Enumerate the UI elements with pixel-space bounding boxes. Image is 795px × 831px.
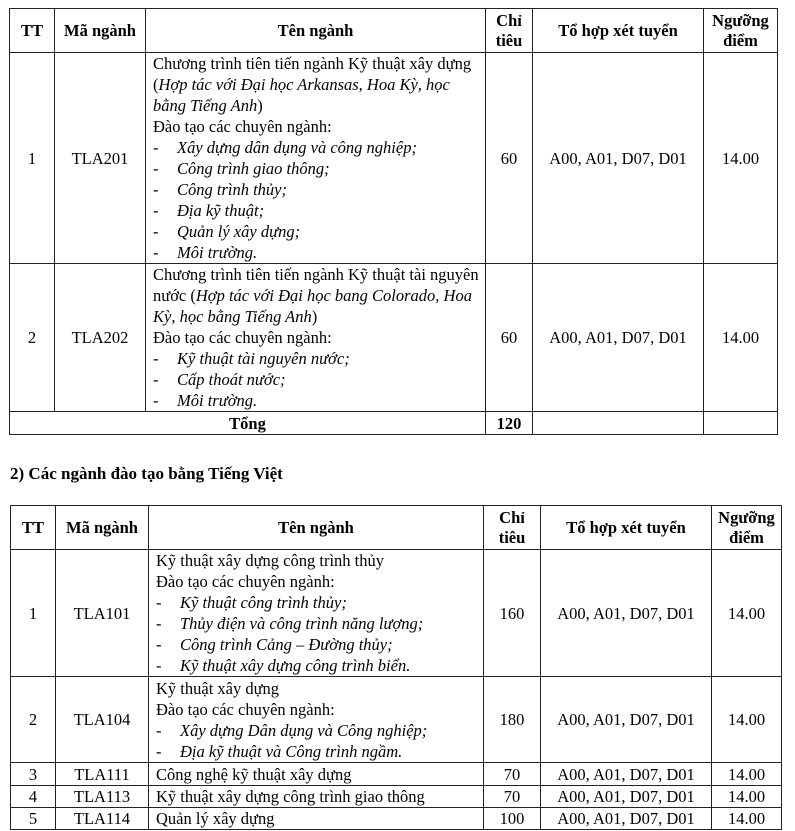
- specialization-item: - Công trình giao thông;: [153, 158, 481, 179]
- specialization-item: - Cấp thoát nước;: [153, 369, 481, 390]
- program-table-english: [9, 8, 778, 435]
- row-code: TLA104: [56, 677, 149, 763]
- specialization-item: - Công trình thủy;: [153, 179, 481, 200]
- row-threshold: 14.00: [712, 550, 782, 677]
- row-tt: 4: [11, 786, 56, 808]
- specialization-item: - Môi trường.: [153, 242, 481, 263]
- header-tt: TT: [11, 506, 56, 550]
- row-code: TLA114: [56, 808, 149, 830]
- row-threshold: 14.00: [712, 763, 782, 786]
- sub-heading: Đào tạo các chuyên ngành:: [153, 117, 332, 136]
- specialization-item: - Môi trường.: [153, 390, 481, 411]
- table-row: [10, 53, 778, 264]
- specialization-item: - Kỹ thuật xây dựng công trình biển.: [156, 655, 479, 676]
- header-chi-tieu: Chỉ tiêu: [484, 506, 541, 550]
- table-row: [10, 264, 778, 412]
- specialization-item: - Thủy điện và công trình năng lượng;: [156, 613, 479, 634]
- header-ten-nganh: Tên ngành: [146, 9, 486, 53]
- row-tt: 2: [11, 677, 56, 763]
- header-nguong: Ngưỡng điểm: [704, 9, 778, 53]
- program-title: Chương trình tiên tiến ngành Kỹ thuật tài nguyên nước (Hợp tác với Đại học bang Colorado, Hoa Kỳ, học bằng Tiếng Anh): [153, 265, 479, 326]
- specialization-item: - Địa kỹ thuật và Công trình ngầm.: [156, 741, 479, 762]
- row-program-name: Công nghệ kỹ thuật xây dựng: [149, 763, 484, 786]
- row-program-name: [149, 677, 484, 763]
- row-quota: 100: [484, 808, 541, 830]
- row-threshold: 14.00: [712, 786, 782, 808]
- sub-heading: Đào tạo các chuyên ngành:: [156, 572, 335, 591]
- sub-heading: Đào tạo các chuyên ngành:: [156, 699, 335, 719]
- row-tt: 1: [11, 550, 56, 677]
- row-program-name: [149, 550, 484, 677]
- specialization-item: - Kỹ thuật công trình thủy;: [156, 592, 479, 613]
- table-row: [11, 786, 782, 808]
- table-header-row: [10, 9, 778, 53]
- section-title: 2) Các ngành đào tạo bằng Tiếng Việt: [10, 464, 283, 483]
- header-ma-nganh: Mã ngành: [56, 506, 149, 550]
- total-value: 120: [486, 412, 533, 435]
- row-threshold: 14.00: [712, 677, 782, 763]
- row-combos: A00, A01, D07, D01: [541, 786, 712, 808]
- row-tt: 2: [10, 264, 55, 412]
- row-combos: A00, A01, D07, D01: [541, 808, 712, 830]
- row-tt: 3: [11, 763, 56, 786]
- row-program-name: Kỹ thuật xây dựng công trình giao thông: [149, 786, 484, 808]
- row-combos: A00, A01, D07, D01: [533, 264, 704, 412]
- specialization-item: - Công trình Cảng – Đường thủy;: [156, 634, 479, 655]
- table-row: [11, 808, 782, 830]
- row-quota: 60: [486, 264, 533, 412]
- specialization-item: - Quản lý xây dựng;: [153, 221, 481, 242]
- header-tt: TT: [10, 9, 55, 53]
- row-code: TLA111: [56, 763, 149, 786]
- specialization-item: - Kỹ thuật tài nguyên nước;: [153, 348, 481, 369]
- program-title: Chương trình tiên tiến ngành Kỹ thuật xây dựng (Hợp tác với Đại học Arkansas, Hoa Kỳ, học bằng Tiếng Anh): [153, 54, 472, 115]
- program-table-vietnamese: [10, 505, 782, 830]
- header-ma-nganh: Mã ngành: [55, 9, 146, 53]
- row-quota: 70: [484, 786, 541, 808]
- row-code: TLA201: [55, 53, 146, 264]
- row-tt: 1: [10, 53, 55, 264]
- row-threshold: 14.00: [712, 808, 782, 830]
- specialization-item: - Xây dựng Dân dụng và Công nghiệp;: [156, 720, 479, 741]
- specialization-item: - Địa kỹ thuật;: [153, 200, 481, 221]
- row-quota: 70: [484, 763, 541, 786]
- row-combos: A00, A01, D07, D01: [541, 763, 712, 786]
- total-label: Tổng: [10, 412, 486, 435]
- row-threshold: 14.00: [704, 53, 778, 264]
- row-code: TLA202: [55, 264, 146, 412]
- header-ten-nganh: Tên ngành: [149, 506, 484, 550]
- table-row: [11, 677, 782, 763]
- sub-heading: Đào tạo các chuyên ngành:: [153, 328, 332, 347]
- row-quota: 160: [484, 550, 541, 677]
- header-to-hop: Tổ hợp xét tuyển: [541, 506, 712, 550]
- row-combos: A00, A01, D07, D01: [533, 53, 704, 264]
- table-row: [11, 763, 782, 786]
- total-row: [10, 412, 778, 435]
- row-program-name: [146, 53, 486, 264]
- row-tt: 5: [11, 808, 56, 830]
- program-title: Kỹ thuật xây dựng công trình thủy: [156, 551, 384, 570]
- row-combos: A00, A01, D07, D01: [541, 550, 712, 677]
- row-quota: 60: [486, 53, 533, 264]
- program-title: Kỹ thuật xây dựng: [156, 678, 280, 698]
- row-threshold: 14.00: [704, 264, 778, 412]
- header-chi-tieu: Chỉ tiêu: [486, 9, 533, 53]
- row-program-name: [146, 264, 486, 412]
- row-combos: A00, A01, D07, D01: [541, 677, 712, 763]
- header-to-hop: Tổ hợp xét tuyển: [533, 9, 704, 53]
- table-header-row: [11, 506, 782, 550]
- table-row: [11, 550, 782, 677]
- row-code: TLA101: [56, 550, 149, 677]
- header-nguong: Ngưỡng điểm: [712, 506, 782, 550]
- row-program-name: Quản lý xây dựng: [149, 808, 484, 830]
- row-code: TLA113: [56, 786, 149, 808]
- specialization-item: - Xây dựng dân dụng và công nghiệp;: [153, 137, 481, 158]
- row-quota: 180: [484, 677, 541, 763]
